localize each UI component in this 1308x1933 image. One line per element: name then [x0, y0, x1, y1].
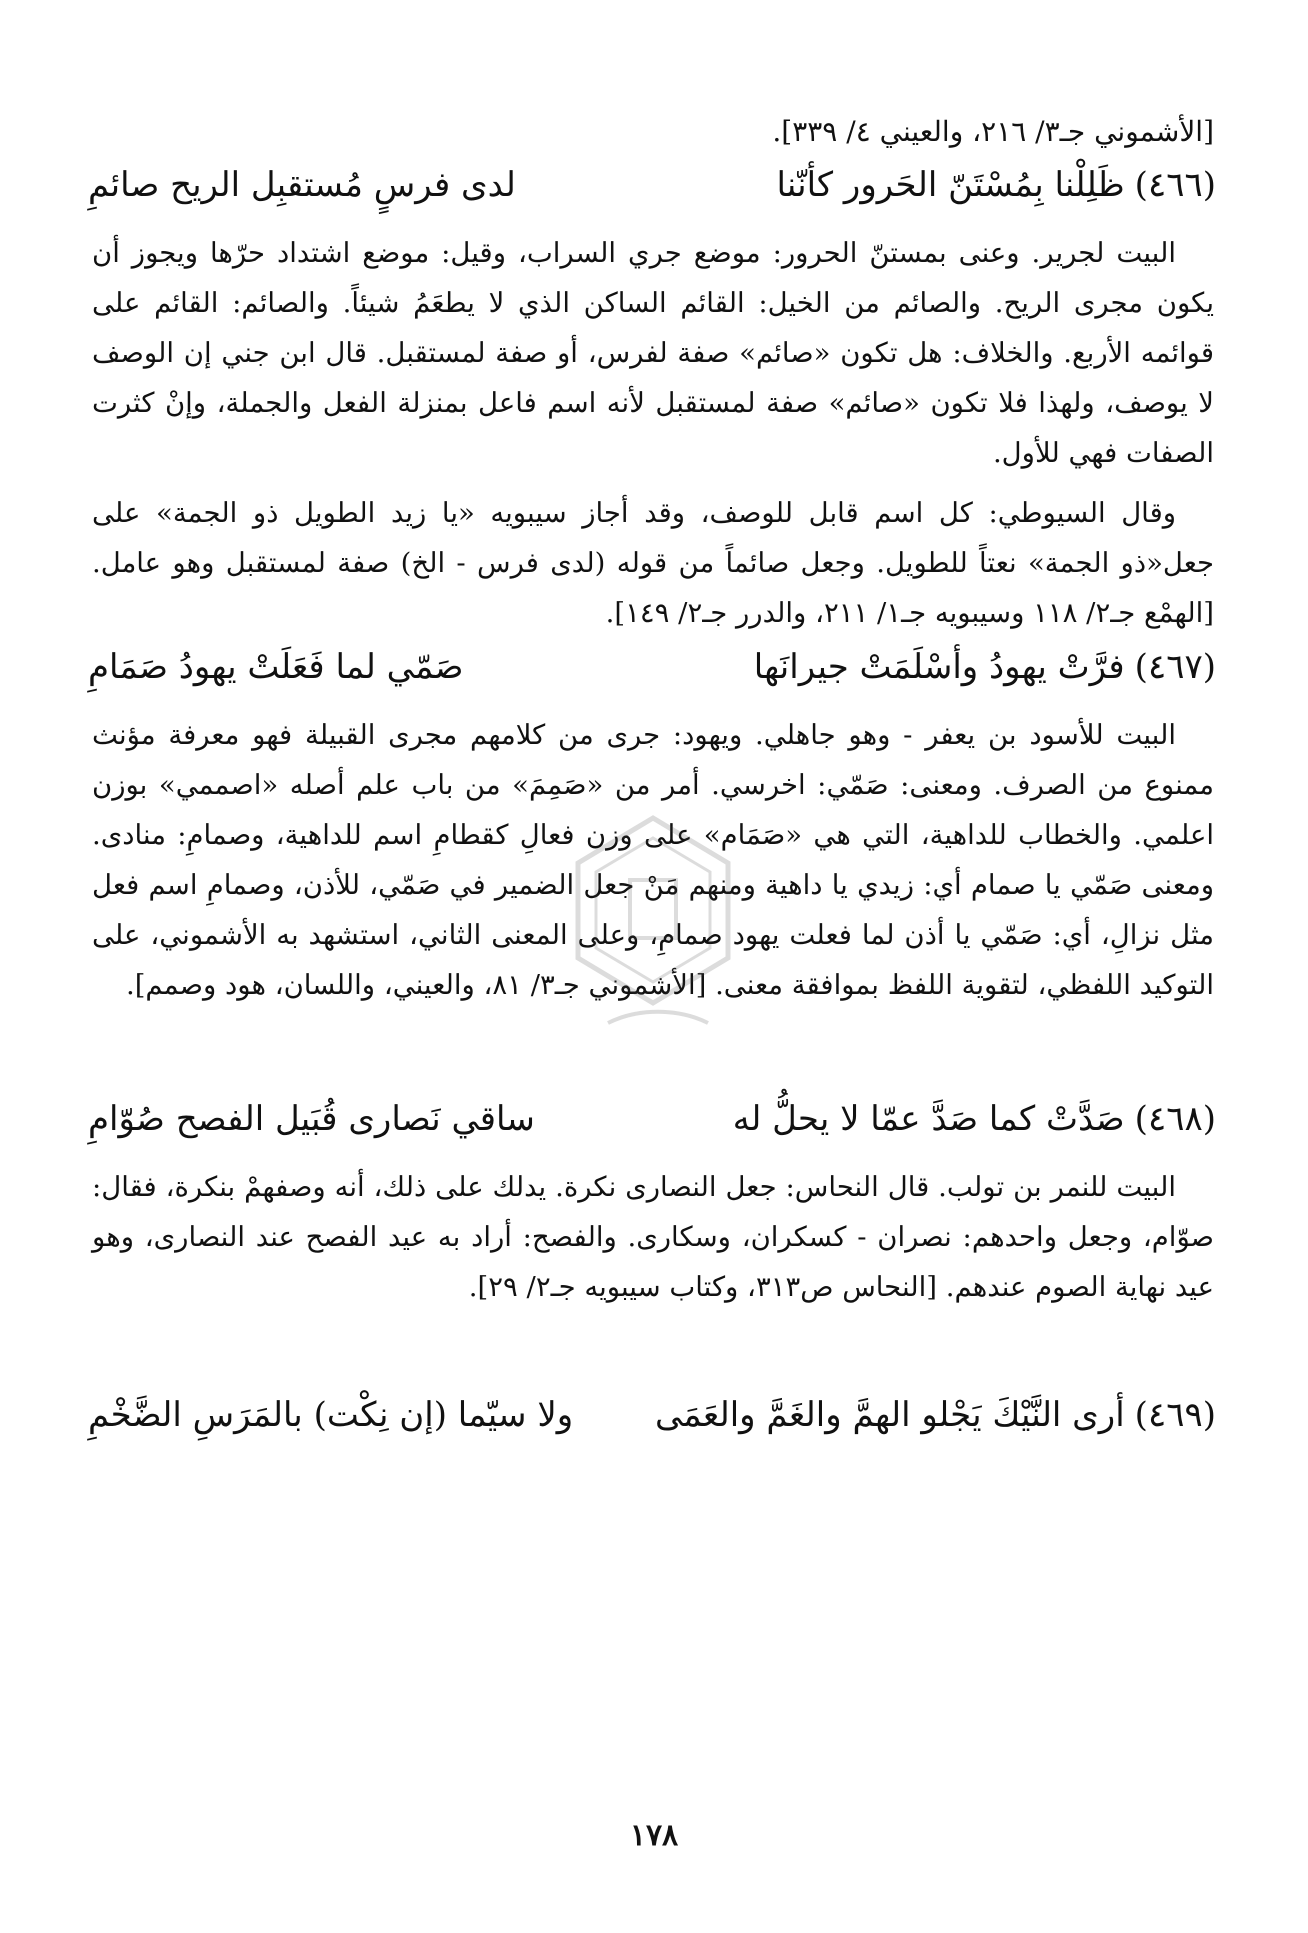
verse-468-second-half: ساقي نَصارى قُبَيل الفصح صُوّامِ: [88, 1099, 535, 1139]
verse-467-number: (٤٦٧): [1134, 647, 1216, 687]
verse-467-first-half: [754, 640, 1216, 694]
verse-469-first-text: أرى النَّيْكَ يَجْلو الهمَّ والغَمَّ والعَمَى: [654, 1395, 1125, 1435]
library-stamp-watermark: [548, 808, 758, 1038]
commentary-468: [92, 1162, 1214, 1312]
commentary-467-text: البيت للأسود بن يعفر - وهو جاهلي. ويهود: جرى من كلامهم مجرى القبيلة فهو معرفة مؤنث ممنوع من الصرف. ومعنى: صَمّي: اخرسي. أمر من «صَمِمَ» من باب علم أصله «اصممي» بوزن اعلمي. والخطاب للداهية، التي هي «صَمَام» على وزن فعالِ كقطامِ اسم للداهية، وصمامِ: منادى. ومعنى صَمّي يا صمام أي: زيدي يا داهية ومنهم مَنْ جعل الضمير في صَمّي، للأذن، وصمامِ اسم فعل مثل نزالِ، أي: صَمّي يا أذن لما فعلت يهود صمامِ، وعلى المعنى الثاني، استشهد به الأشموني، على التوكيد اللفظي، لتقوية اللفظ بموافقة معنى. [الأشموني جـ٣/ ٨١، والعيني، واللسان، هود وصمم].: [92, 719, 1214, 1001]
commentary-466-b-text: وقال السيوطي: كل اسم قابل للوصف، وقد أجاز سيبويه «يا زيد الطويل ذو الجمة» على جعل«ذو الجمة» نعتاً للطويل. وجعل صائماً من قوله (لدى فرس - الخ) صفة لمستقبل وهو عامل. [الهمْع جـ٢/ ١١٨ وسيبويه جـ١/ ٢١١، والدرر جـ٢/ ١٤٩].: [92, 497, 1214, 629]
header-reference: [الأشموني جـ٣/ ٢١٦، والعيني ٤/ ٣٣٩].: [772, 115, 1214, 148]
verse-468-first-text: صَدَّتْ كما صَدَّ عمّا لا يحلُّ له: [732, 1099, 1125, 1139]
verse-468-number: (٤٦٨): [1134, 1099, 1216, 1139]
verse-469: [88, 1388, 1216, 1442]
commentary-466-a-text: البيت لجرير. وعنى بمستنّ الحرور: موضع جري السراب، وقيل: موضع اشتداد حرّها ويجوز أن يكون مجرى الريح. والصائم من الخيل: القائم الساكن الذي لا يطعَمُ شيئاً. والصائم: القائم على قوائمه الأربع. والخلاف: هل تكون «صائم» صفة لفرس، أو صفة لمستقبل. قال ابن جني إن الوصف لا يوصف، ولهذا فلا تكون «صائم» صفة لمستقبل لأنه اسم فاعل بمنزلة الفعل والجملة، وإنْ كثرت الصفات فهي للأول.: [92, 237, 1214, 469]
verse-466-number: (٤٦٦): [1134, 165, 1216, 205]
verse-469-number: (٤٦٩): [1134, 1395, 1216, 1435]
verse-468: [88, 1092, 1216, 1146]
verse-469-first-half: [655, 1388, 1216, 1442]
verse-468-first-half: [733, 1092, 1216, 1146]
verse-466-second-half: لدى فرسٍ مُستقبِل الريح صائمِ: [88, 165, 516, 205]
commentary-466-b: [92, 488, 1214, 638]
verse-469-second-half: ولا سيّما (إن نِكْت) بالمَرَسِ الضَّخْمِ: [88, 1395, 574, 1435]
verse-467: [88, 640, 1216, 694]
verse-466: [88, 158, 1216, 212]
commentary-466-a: [92, 228, 1214, 478]
verse-467-first-text: فرَّتْ يهودُ وأسْلَمَتْ جيرانَها: [753, 647, 1125, 687]
page-number: ١٧٨: [629, 1818, 679, 1853]
commentary-468-text: البيت للنمر بن تولب. قال النحاس: جعل النصارى نكرة. يدلك على ذلك، أنه وصفهمْ بنكرة، فقال: صوّام، وجعل واحدهم: نصران - كسكران، وسكارى. والفصح: أراد به عيد الفصح عند النصارى، وهو عيد نهاية الصوم عندهم. [النحاس ص٣١٣، وكتاب سيبويه جـ٢/ ٢٩].: [92, 1171, 1214, 1303]
verse-467-second-half: صَمّي لما فَعَلَتْ يهودُ صَمَامِ: [88, 647, 464, 687]
verse-466-first-half: [776, 158, 1216, 212]
verse-466-first-text: ظَلِلْنا بِمُسْتَنّ الحَرور كأنّنا: [776, 165, 1125, 205]
